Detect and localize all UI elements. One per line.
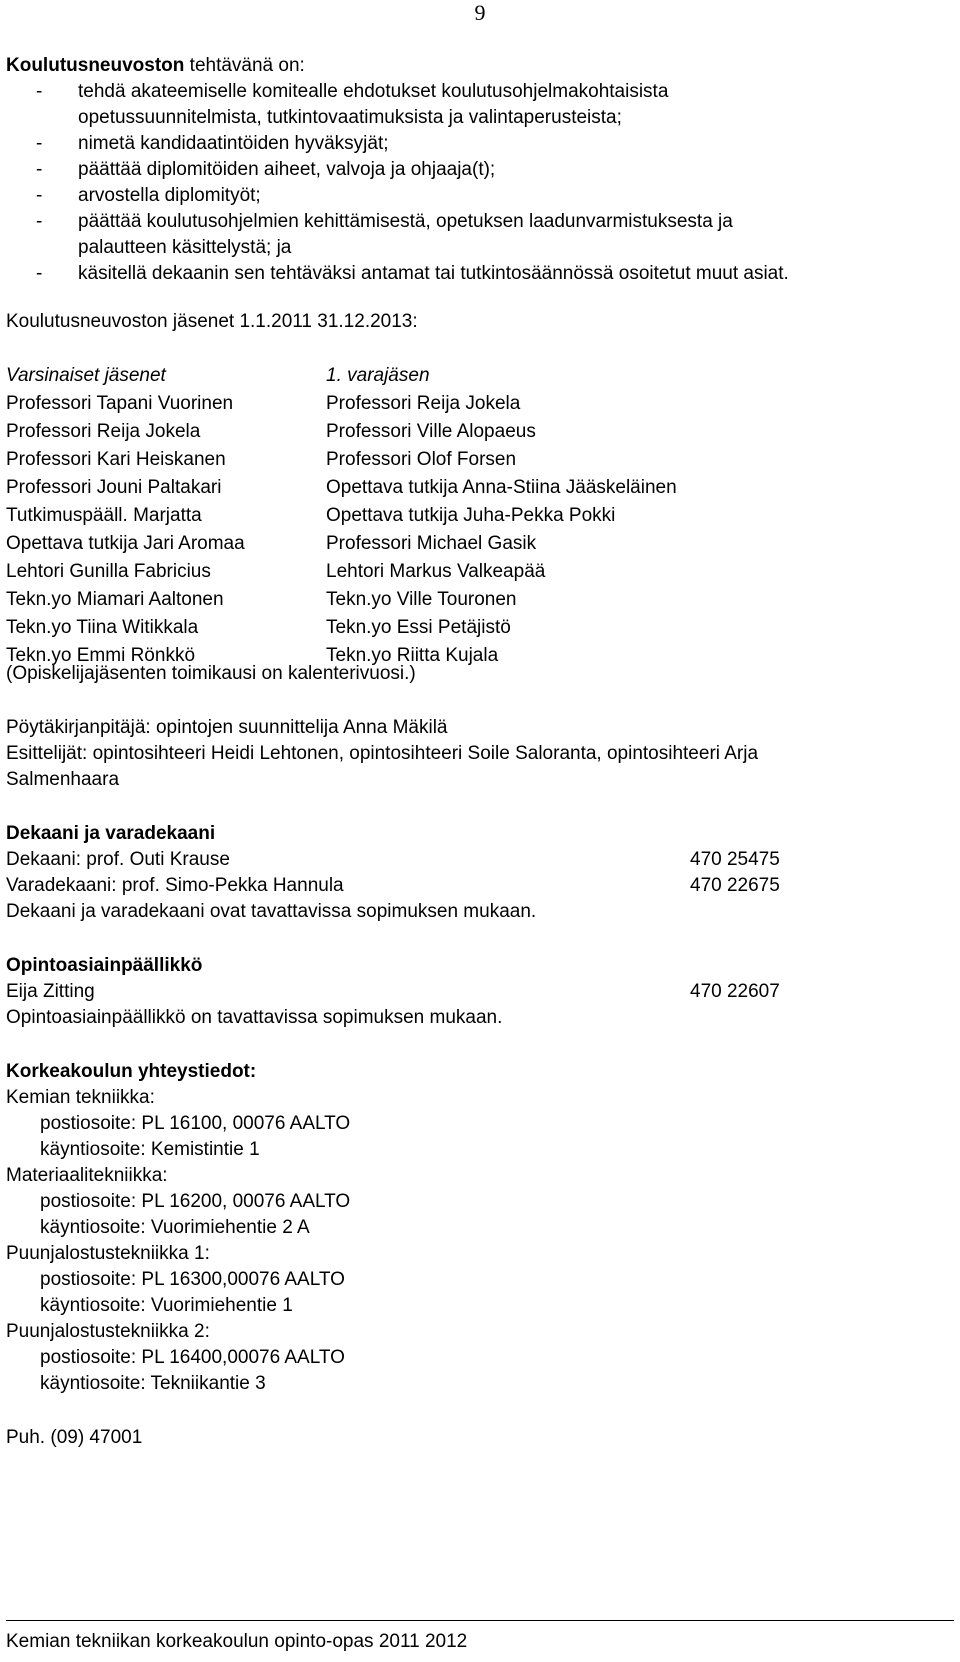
contact-postal: postiosoite: PL 16100, 00076 AALTO <box>40 1113 351 1134</box>
contact-unit-name: Kemian tekniikka: <box>6 1087 155 1108</box>
task-dash: - <box>36 263 43 284</box>
member-regular: Tekn.yo Tiina Witikkala <box>6 617 199 638</box>
task-item: opetussuunnitelmista, tutkintovaatimuksista ja valintaperusteista; <box>78 107 622 128</box>
task-item: päättää koulutusohjelmien kehittämisestä, opetuksen laadunvarmistuksesta ja <box>78 211 733 232</box>
member-deputy: Tekn.yo Riitta Kujala <box>326 645 499 666</box>
task-item: nimetä kandidaatintöiden hyväksyjät; <box>78 133 389 154</box>
contact-postal: postiosoite: PL 16200, 00076 AALTO <box>40 1191 351 1212</box>
member-regular: Tekn.yo Emmi Rönkkö <box>6 645 196 666</box>
vice-dean-name: Varadekaani: prof. Simo-Pekka Hannula <box>6 875 344 896</box>
contact-postal: postiosoite: PL 16400,00076 AALTO <box>40 1347 345 1368</box>
member-regular: Professori Tapani Vuorinen <box>6 393 234 414</box>
member-regular: Lehtori Gunilla Fabricius <box>6 561 211 582</box>
contact-unit-name: Puunjalostustekniikka 1: <box>6 1243 210 1264</box>
member-deputy: Professori Ville Alopaeus <box>326 421 536 442</box>
task-dash: - <box>36 211 43 232</box>
task-dash: - <box>36 133 43 154</box>
member-regular: Tutkimuspääll. Marjatta <box>6 505 202 526</box>
contacts-heading: Korkeakoulun yhteystiedot: <box>6 1061 257 1082</box>
members-col1-heading: Varsinaiset jäsenet <box>6 365 166 386</box>
contact-visit: käyntiosoite: Kemistintie 1 <box>40 1139 260 1160</box>
contact-visit: käyntiosoite: Vuorimiehentie 2 A <box>40 1217 310 1238</box>
member-deputy: Professori Michael Gasik <box>326 533 537 554</box>
deans-note: Dekaani ja varadekaani ovat tavattavissa sopimuksen mukaan. <box>6 901 537 922</box>
member-deputy: Professori Olof Forsen <box>326 449 517 470</box>
contact-postal: postiosoite: PL 16300,00076 AALTO <box>40 1269 345 1290</box>
member-deputy: Tekn.yo Essi Petäjistö <box>326 617 511 638</box>
task-item: tehdä akateemiselle komitealle ehdotukset koulutusohjelmakohtaisista <box>78 81 669 102</box>
tasks-heading: Koulutusneuvoston tehtävänä on: <box>6 55 305 76</box>
member-deputy: Opettava tutkija Anna-Stiina Jääskeläinen <box>326 477 677 498</box>
study-head-heading: Opintoasiainpäällikkö <box>6 955 203 976</box>
contact-phone: Puh. (09) 47001 <box>6 1427 143 1448</box>
task-dash: - <box>36 159 43 180</box>
member-regular: Professori Jouni Paltakari <box>6 477 222 498</box>
member-regular: Tekn.yo Miamari Aaltonen <box>6 589 224 610</box>
dean-name: Dekaani: prof. Outi Krause <box>6 849 230 870</box>
presenters-line-2: Salmenhaara <box>6 769 120 790</box>
study-head-phone: 470 22607 <box>690 981 780 1002</box>
contact-visit: käyntiosoite: Vuorimiehentie 1 <box>40 1295 293 1316</box>
contact-unit-name: Puunjalostustekniikka 2: <box>6 1321 210 1342</box>
study-head-name: Eija Zitting <box>6 981 95 1002</box>
dean-phone: 470 25475 <box>690 849 780 870</box>
study-head-note: Opintoasiainpäällikkö on tavattavissa sopimuksen mukaan. <box>6 1007 503 1028</box>
member-regular: Opettava tutkija Jari Aromaa <box>6 533 245 554</box>
member-deputy: Professori Reija Jokela <box>326 393 521 414</box>
presenters-line: Esittelijät: opintosihteeri Heidi Lehtonen, opintosihteeri Soile Saloranta, opintosihteeri Arja <box>6 743 759 764</box>
vice-dean-phone: 470 22675 <box>690 875 780 896</box>
contact-unit-name: Materiaalitekniikka: <box>6 1165 168 1186</box>
task-item: käsitellä dekaanin sen tehtäväksi antamat tai tutkintosäännössä osoitetut muut asiat. <box>78 263 789 284</box>
task-dash: - <box>36 81 43 102</box>
footer-rule <box>6 1620 954 1621</box>
member-regular: Professori Reija Jokela <box>6 421 201 442</box>
member-deputy: Opettava tutkija Juha-Pekka Pokki <box>326 505 616 526</box>
secretary-line: Pöytäkirjanpitäjä: opintojen suunnittelija Anna Mäkilä <box>6 717 448 738</box>
members-heading: Koulutusneuvoston jäsenet 1.1.2011 31.12.2013: <box>6 311 418 332</box>
member-deputy: Lehtori Markus Valkeapää <box>326 561 546 582</box>
members-note: (Opiskelijajäsenten toimikausi on kalenterivuosi.) <box>6 663 416 684</box>
members-col2-heading: 1. varajäsen <box>326 365 430 386</box>
member-regular: Professori Kari Heiskanen <box>6 449 226 470</box>
footer-text: Kemian tekniikan korkeakoulun opinto-opas 2011 2012 <box>6 1631 468 1652</box>
contact-visit: käyntiosoite: Tekniikantie 3 <box>40 1373 266 1394</box>
deans-heading: Dekaani ja varadekaani <box>6 823 216 844</box>
page-number: 9 <box>474 0 486 25</box>
task-item: arvostella diplomityöt; <box>78 185 261 206</box>
member-deputy: Tekn.yo Ville Touronen <box>326 589 517 610</box>
task-item: päättää diplomitöiden aiheet, valvoja ja ohjaaja(t); <box>78 159 496 180</box>
task-item: palautteen käsittelystä; ja <box>78 237 292 258</box>
task-dash: - <box>36 185 43 206</box>
